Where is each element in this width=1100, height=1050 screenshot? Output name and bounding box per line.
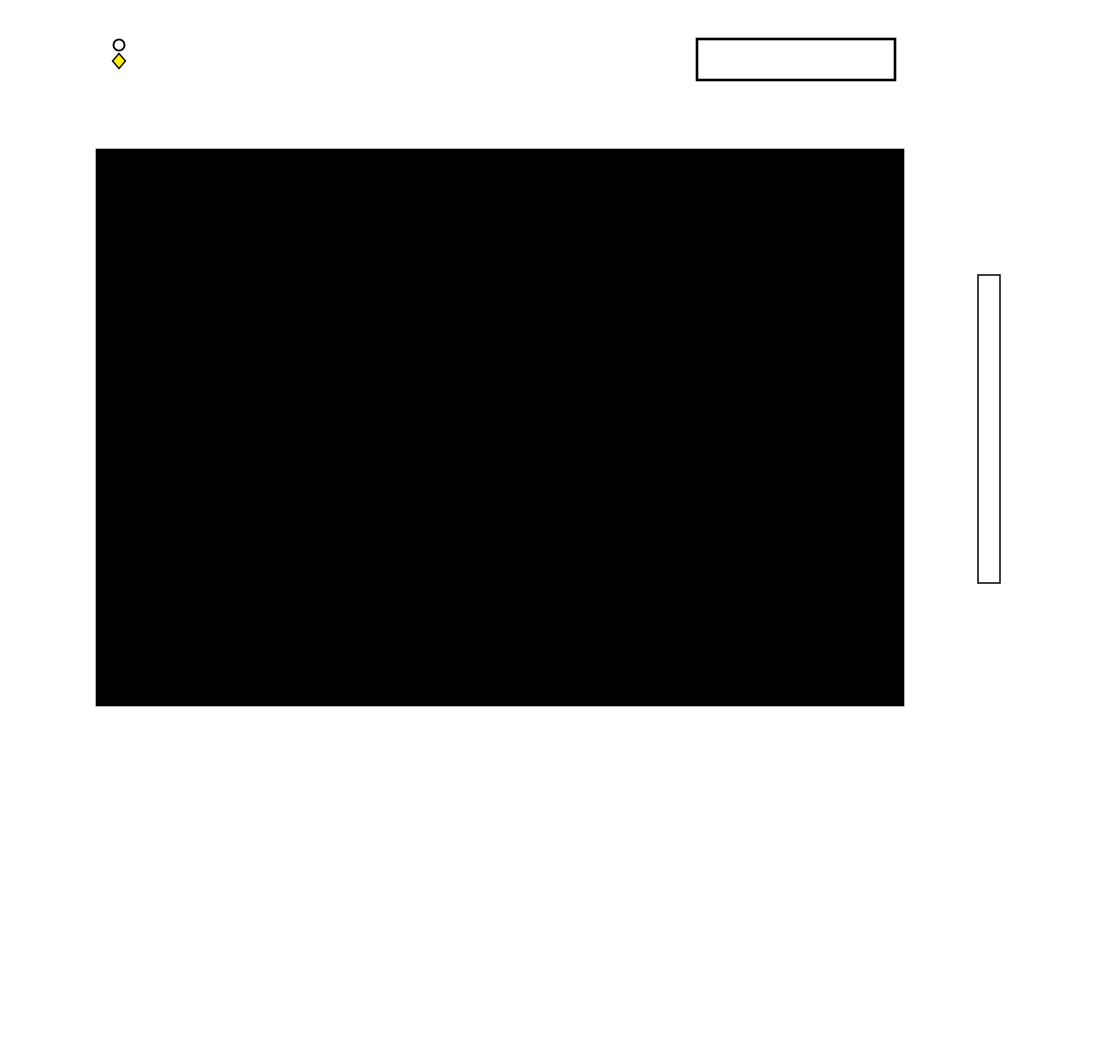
currents-vector-key: [697, 39, 895, 80]
colorbar: [978, 275, 1000, 583]
colorbar-gradient: [978, 275, 1000, 583]
vector-key-box: [697, 39, 895, 80]
usm-circle-icon: [114, 40, 125, 51]
station-legend: [113, 40, 126, 69]
ndbc-diamond-icon: [113, 54, 126, 69]
map-area: [97, 150, 903, 705]
